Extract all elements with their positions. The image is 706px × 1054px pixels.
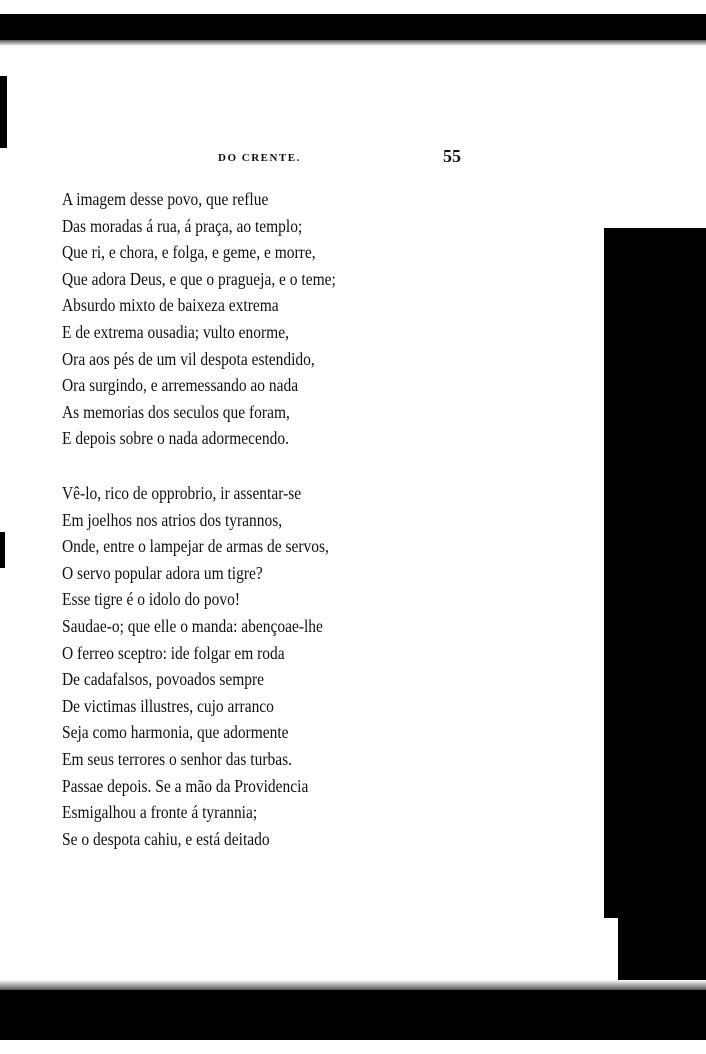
- page-number: 55: [443, 146, 461, 166]
- verse-line: Que ri, e chora, e folga, e geme, e morre,: [62, 242, 316, 263]
- verse-line: E depois sobre o nada adormecendo.: [62, 428, 289, 449]
- verse-line: O ferreo sceptro: ide folgar em roda: [62, 642, 285, 663]
- verse-line: Onde, entre o lampejar de armas de servos,: [62, 536, 329, 557]
- page-header: [0, 146, 706, 174]
- verse-line: E de extrema ousadia; vulto enorme,: [62, 321, 289, 342]
- verse-line: Em joelhos nos atrios dos tyrannos,: [62, 509, 283, 530]
- verse-line: Ora aos pés de um vil despota estendido,: [62, 348, 315, 369]
- verse-line: A imagem desse povo, que reflue: [62, 189, 269, 209]
- scan-left-mark: [0, 532, 5, 568]
- verse-line: Ora surgindo, e arremessando ao nada: [62, 375, 299, 396]
- verse-line: De cadafalsos, povoados sempre: [62, 669, 265, 690]
- scan-edge-top: [0, 14, 706, 40]
- scan-right-shadow: [604, 228, 706, 918]
- stanza-1: [62, 186, 602, 452]
- verse-line: Saudae-o; que elle o manda: abençoae-lhe: [62, 615, 323, 636]
- verse-line: Passae depois. Se a mão da Providencia: [62, 775, 309, 796]
- stanza-2: [62, 480, 602, 852]
- verse-line: Se o despota cahiu, e está deitado: [62, 828, 270, 849]
- scan-edge-bottom: [0, 990, 706, 1040]
- verse-line: O servo popular adora um tigre?: [62, 562, 263, 583]
- verse-line: Vê-lo, rico de opprobrio, ir assentar-se: [62, 483, 302, 503]
- verse-line: Seja como harmonia, que adormente: [62, 722, 289, 743]
- verse-line: Que adora Deus, e que o pragueja, e o teme;: [62, 268, 336, 289]
- verse-line: Esse tigre é o idolo do povo!: [62, 589, 240, 610]
- verse-line: As memorias dos seculos que foram,: [62, 401, 290, 422]
- scan-edge-top-fade: [0, 40, 706, 46]
- verse-line: Absurdo mixto de baixeza extrema: [62, 295, 279, 316]
- scan-left-mark: [0, 76, 7, 148]
- verse-line: Esmigalhou a fronte á tyrannia;: [62, 802, 258, 823]
- running-head: DO CRENTE.: [218, 152, 301, 164]
- verse-line: De victimas illustres, cujo arranco: [62, 695, 274, 716]
- verse-line: Das moradas á rua, á praça, ao templo;: [62, 215, 303, 236]
- verse-line: Em seus terrores o senhor das turbas.: [62, 748, 292, 769]
